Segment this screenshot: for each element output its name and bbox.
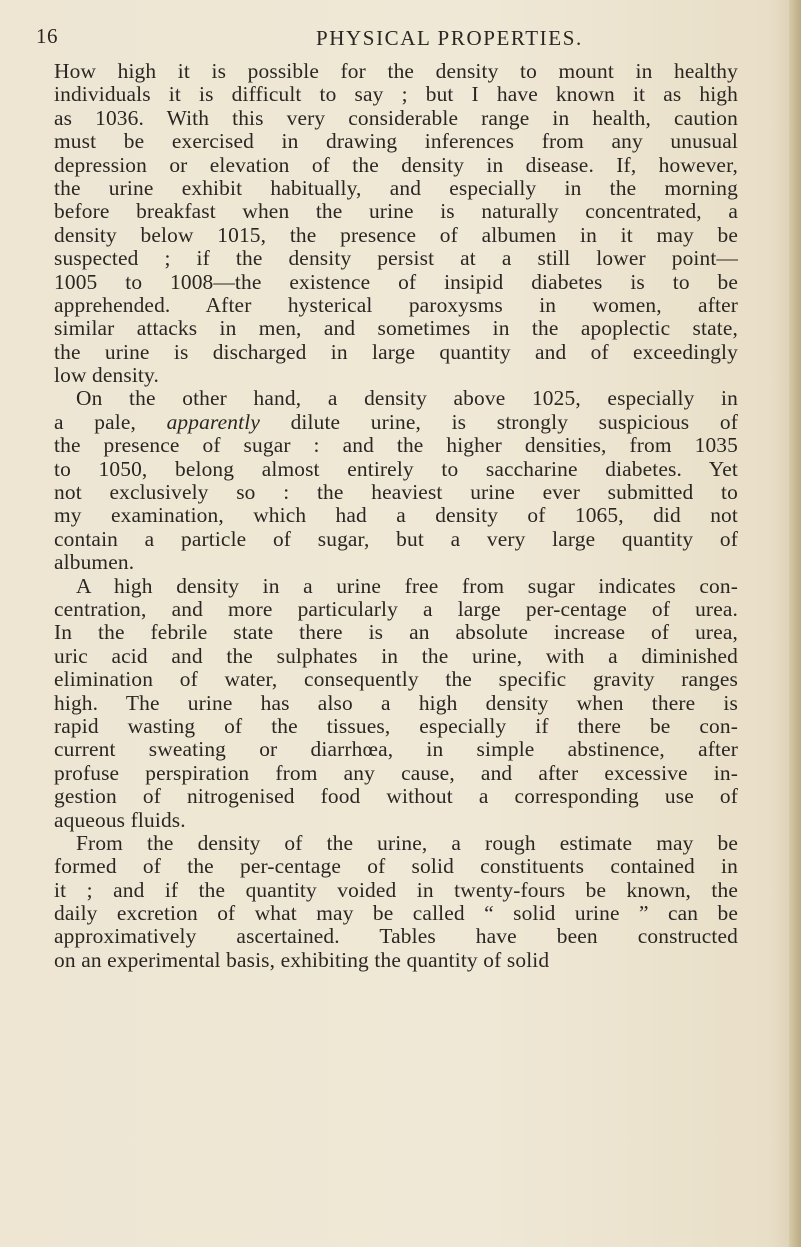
text-line: as 1036. With this very considerable range in health, caution (54, 105, 738, 130)
text-line: individuals it is difficult to say ; but I have known it as high (54, 82, 738, 107)
text-line: uric acid and the sulphates in the urine, with a diminished (54, 643, 738, 668)
text-line: How high it is possible for the density to mount in healthy (54, 59, 738, 83)
text-line: similar attacks in men, and sometimes in the apoplectic state, (54, 316, 738, 341)
running-head: PHYSICAL PROPERTIES. (316, 26, 583, 50)
text-line: my examination, which had a density of 1065, did not (54, 503, 738, 528)
text-line: profuse perspiration from any cause, and after excessive in- (54, 760, 738, 785)
text-line: gestion of nitrogenised food without a corresponding use of (54, 784, 738, 809)
text-line: daily excretion of what may be called “ solid urine ” can be (54, 901, 738, 926)
page-header (36, 24, 736, 52)
text-line: before breakfast when the urine is naturally concentrated, a (54, 199, 738, 224)
text-line: rapid wasting of the tissues, especially if there be con- (54, 713, 738, 738)
text-line: the urine is discharged in large quantity and of exceedingly (54, 339, 738, 364)
text-line: suspected ; if the density persist at a still lower point— (54, 246, 738, 271)
paragraph (54, 575, 738, 832)
text-line: high. The urine has also a high density when there is (54, 690, 738, 715)
text-line: formed of the per-centage of solid constituents contained in (54, 854, 738, 879)
text-line: the urine exhibit habitually, and especially in the morning (54, 175, 738, 200)
text-line: In the febrile state there is an absolute increase of urea, (54, 620, 738, 645)
text-line: to 1050, belong almost entirely to saccharine diabetes. Yet (54, 456, 738, 481)
text-line: low density. (54, 363, 159, 388)
paragraph (54, 387, 738, 574)
text-line: apprehended. After hysterical paroxysms in women, after (54, 292, 738, 317)
text-line: centration, and more particularly a large per-centage of urea. (54, 596, 738, 621)
text-line: A high density in a urine free from sugar indicates con- (76, 573, 738, 598)
text-line: depression or elevation of the density in disease. If, however, (54, 152, 738, 177)
text-line: On the other hand, a density above 1025, especially in (76, 386, 738, 411)
text-line: on an experimental basis, exhibiting the quantity of solid (54, 947, 550, 972)
text-line: density below 1015, the presence of albumen in it may be (54, 222, 738, 247)
paragraph (54, 832, 738, 972)
text-line: must be exercised in drawing inferences from any unusual (54, 129, 738, 154)
text-line: approximatively ascertained. Tables have been constructed (54, 924, 738, 949)
page-edge (789, 0, 801, 1247)
paragraph (54, 60, 738, 387)
text-line: aqueous fluids. (54, 807, 186, 832)
text-line: albumen. (54, 550, 135, 575)
text-line: it ; and if the quantity voided in twenty-fours be known, the (54, 877, 738, 902)
text-line: From the density of the urine, a rough estimate may be (76, 830, 738, 855)
text-line: 1005 to 1008—the existence of insipid diabetes is to be (54, 269, 738, 294)
text-line: contain a particle of sugar, but a very large quantity of (54, 526, 738, 551)
text-line: not exclusively so : the heaviest urine ever submitted to (54, 480, 738, 505)
page-number: 16 (36, 24, 58, 48)
text-line: elimination of water, consequently the specific gravity ranges (54, 667, 738, 692)
body-text (54, 60, 738, 972)
text-line: the presence of sugar : and the higher densities, from 1035 (54, 433, 738, 458)
text-line: a pale, apparently dilute urine, is strongly suspicious of (54, 409, 739, 434)
text-line: current sweating or diarrhœa, in simple abstinence, after (54, 737, 738, 762)
